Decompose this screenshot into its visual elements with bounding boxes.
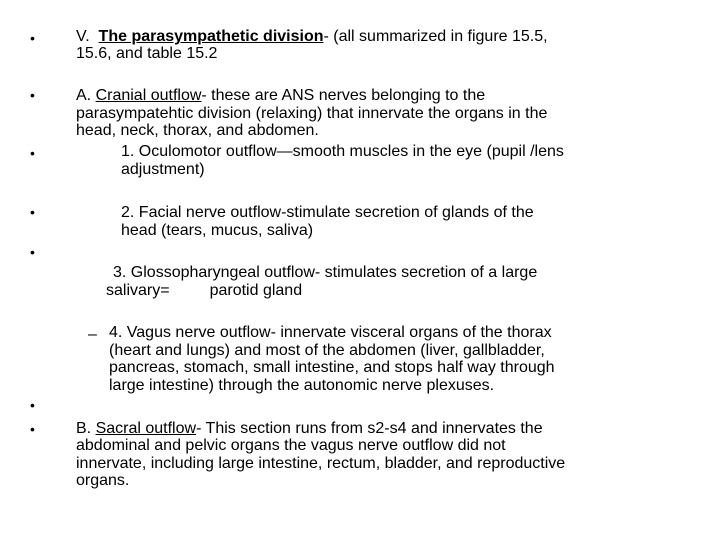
bullet-3: • (30, 145, 35, 161)
section-v-title: The parasympathetic division (98, 28, 324, 45)
section-v-prefix: V. (76, 28, 99, 45)
bullet-2: • (30, 87, 35, 103)
bullet-5: • (30, 244, 35, 260)
bullet-6: • (30, 397, 35, 413)
sacral-line4: organs. (76, 472, 130, 489)
section-v-heading (76, 28, 548, 45)
bullet-4: • (30, 204, 35, 220)
oculomotor-line1: 1. Oculomotor outflow—smooth muscles in the eye (pupil /lens (121, 143, 564, 160)
facial-line2: head (tears, mucus, saliva) (121, 222, 314, 239)
section-v-rest: - (all summarized in figure 15.5, (323, 28, 548, 45)
cranial-rest: - these are ANS nerves belonging to the (201, 87, 486, 104)
section-v-line2: 15.6, and table 15.2 (76, 45, 218, 62)
facial-line1: 2. Facial nerve outflow-stimulate secretion of glands of the (121, 204, 534, 221)
sacral-prefix: B. (76, 420, 96, 437)
glosso-line1: 3. Glossopharyngeal outflow- stimulates secretion of a large (113, 264, 538, 281)
sacral-term: Sacral outflow (95, 420, 197, 437)
cranial-line3: head, neck, thorax, and abdomen. (76, 122, 319, 139)
vagus-line3: pancreas, stomach, small intestine, and stops half way through (109, 359, 555, 376)
bullet-7: • (30, 421, 35, 437)
sacral-rest: - This section runs from s2-s4 and innervates the (196, 420, 543, 437)
cranial-prefix: A. (76, 87, 96, 104)
vagus-line1: 4. Vagus nerve outflow- innervate visceral organs of the thorax (109, 324, 552, 341)
vagus-line2: (heart and lungs) and most of the abdomen (liver, gallbladder, (109, 342, 545, 359)
glosso-line2: salivary= parotid gland (106, 282, 303, 299)
cranial-outflow-heading (76, 87, 485, 104)
sacral-line3: innervate, including large intestine, rectum, bladder, and reproductive (76, 455, 566, 472)
vagus-dash: – (88, 326, 97, 343)
sacral-line2: abdominal and pelvic organs the vagus nerve outflow did not (76, 437, 506, 454)
sacral-outflow-heading (76, 420, 543, 437)
vagus-line4: large intestine) through the autonomic nerve plexuses. (109, 377, 495, 394)
oculomotor-line2: adjustment) (121, 161, 205, 178)
bullet-1: • (30, 30, 35, 46)
cranial-line2: parasympatehtic division (relaxing) that innervate the organs in the (76, 105, 548, 122)
cranial-term: Cranial outflow (95, 87, 202, 104)
